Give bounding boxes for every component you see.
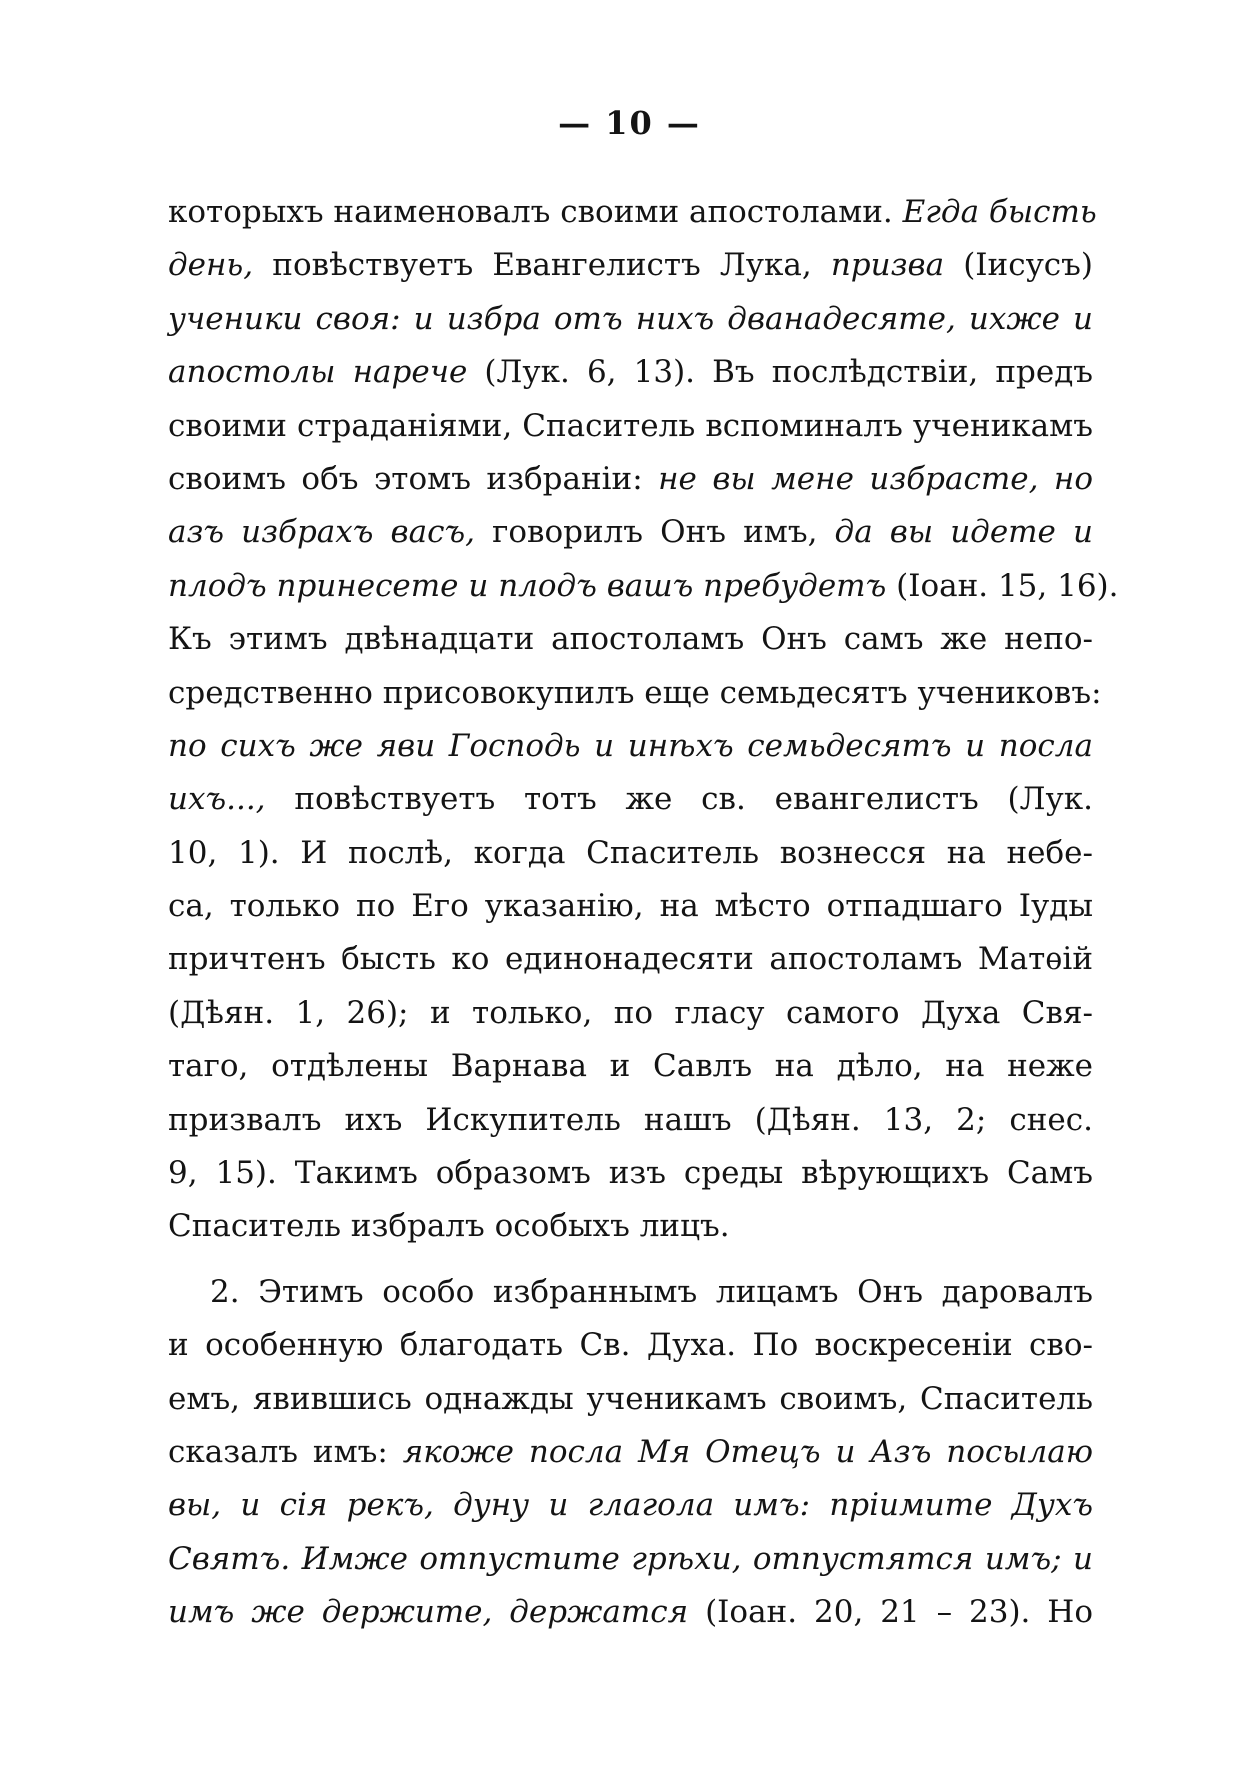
text-line	[168, 720, 1093, 773]
text-line	[168, 1094, 1093, 1147]
italic-quotation: ихъ...,	[168, 781, 266, 818]
body-text	[168, 186, 1119, 1640]
text-line	[168, 400, 1093, 453]
italic-quotation: апостолы нарече	[168, 354, 468, 391]
text-line	[168, 613, 1093, 666]
italic-quotation: ученики своя: и избра отъ нихъ дванадесяте, ихже и	[168, 300, 1093, 337]
text-segment: емъ, явившись однажды ученикамъ своимъ, Спаситель	[168, 1380, 1093, 1417]
text-segment: призвалъ ихъ Искупитель нашъ (Дѣян. 13, 2; снес.	[168, 1101, 1093, 1138]
text-segment: Спаситель избралъ особыхъ лицъ.	[168, 1208, 730, 1245]
text-segment: 9, 15). Такимъ образомъ изъ среды вѣрующихъ Самъ	[168, 1155, 1093, 1192]
text-line	[168, 560, 1119, 613]
text-segment: (Дѣян. 1, 26); и только, по гласу самого Духа Свя-	[168, 994, 1093, 1031]
text-segment: сказалъ имъ:	[168, 1433, 403, 1470]
text-line	[168, 1426, 1093, 1479]
text-segment: са, только по Его указанію, на мѣсто отпадшаго Іуды	[168, 888, 1093, 925]
text-line	[168, 827, 1093, 880]
text-line	[168, 346, 1093, 399]
text-line	[168, 1319, 1093, 1372]
italic-quotation: Святъ. Имже отпустите грѣхи, отпустятся имъ; и	[168, 1540, 1093, 1577]
text-line	[168, 1533, 1093, 1586]
italic-quotation: по сихъ же яви Господь и инѣхъ семьдесятъ и посла	[168, 727, 1093, 764]
text-segment: средственно присовокупилъ еще семьдесятъ учениковъ:	[168, 674, 1102, 711]
text-segment: и особенную благодать Св. Духа. По воскресеніи сво-	[168, 1327, 1093, 1364]
italic-quotation: плодъ принесете и плодъ вашъ пребудетъ	[168, 567, 887, 604]
text-segment: таго, отдѣлены Варнава и Савлъ на дѣло, на неже	[168, 1048, 1093, 1085]
text-line	[168, 1586, 1093, 1639]
text-line	[168, 1479, 1093, 1532]
text-line	[168, 1266, 1093, 1319]
text-segment: своимъ объ этомъ избраніи:	[168, 460, 659, 497]
text-segment: (Іоан. 15, 16).	[886, 567, 1119, 604]
italic-quotation: якоже посла Мя Отецъ и Азъ посылаю	[402, 1433, 1093, 1470]
text-line	[168, 1200, 1093, 1253]
text-segment: повѣствуетъ тотъ же св. евангелистъ (Лук.	[265, 781, 1093, 818]
text-segment: повѣствуетъ Евангелистъ Лука,	[253, 247, 831, 284]
text-segment: (Іоан. 20, 21 – 23). Но	[688, 1594, 1094, 1631]
italic-quotation: день,	[168, 247, 254, 284]
text-line	[168, 667, 1102, 720]
text-segment: (Іисусъ)	[944, 247, 1093, 284]
text-line	[168, 987, 1093, 1040]
italic-quotation: Егда бысть	[902, 194, 1097, 230]
italic-quotation: не вы мене избрасте, но	[658, 460, 1093, 497]
text-line	[168, 506, 1093, 559]
text-segment: говорилъ Онъ имъ,	[474, 514, 835, 551]
text-line	[168, 239, 1093, 292]
text-segment: своими страданіями, Спаситель вспоминалъ ученикамъ	[168, 407, 1093, 444]
text-line	[168, 186, 1097, 239]
italic-quotation: призва	[830, 247, 945, 284]
text-line	[168, 773, 1093, 826]
text-segment: 10, 1). И послѣ, когда Спаситель вознесся на небе-	[168, 834, 1093, 871]
text-segment: которыхъ наименовалъ своими апостолами.	[168, 194, 903, 230]
italic-quotation: да вы идете и	[834, 514, 1093, 551]
text-segment: (Лук. 6, 13). Въ послѣдствіи, предъ	[467, 354, 1094, 391]
text-segment: Къ этимъ двѣнадцати апостоламъ Онъ самъ же непо-	[168, 621, 1093, 658]
italic-quotation: вы, и сія рекъ, дуну и глагола имъ: пріимите Духъ	[168, 1487, 1093, 1524]
text-line	[168, 1040, 1093, 1093]
italic-quotation: азъ избрахъ васъ,	[168, 514, 475, 551]
text-line	[168, 453, 1093, 506]
page-number: — 10 —	[558, 104, 701, 142]
text-line	[168, 293, 1093, 346]
text-line	[168, 933, 1093, 986]
text-line	[168, 1147, 1093, 1200]
text-segment: причтенъ бысть ко единонадесяти апостоламъ Матѳій	[168, 941, 1093, 978]
italic-quotation: имъ же держите, держатся	[168, 1594, 689, 1631]
text-segment: 2. Этимъ особо избраннымъ лицамъ Онъ даровалъ	[210, 1273, 1093, 1310]
text-line	[168, 880, 1093, 933]
text-line	[168, 1373, 1093, 1426]
